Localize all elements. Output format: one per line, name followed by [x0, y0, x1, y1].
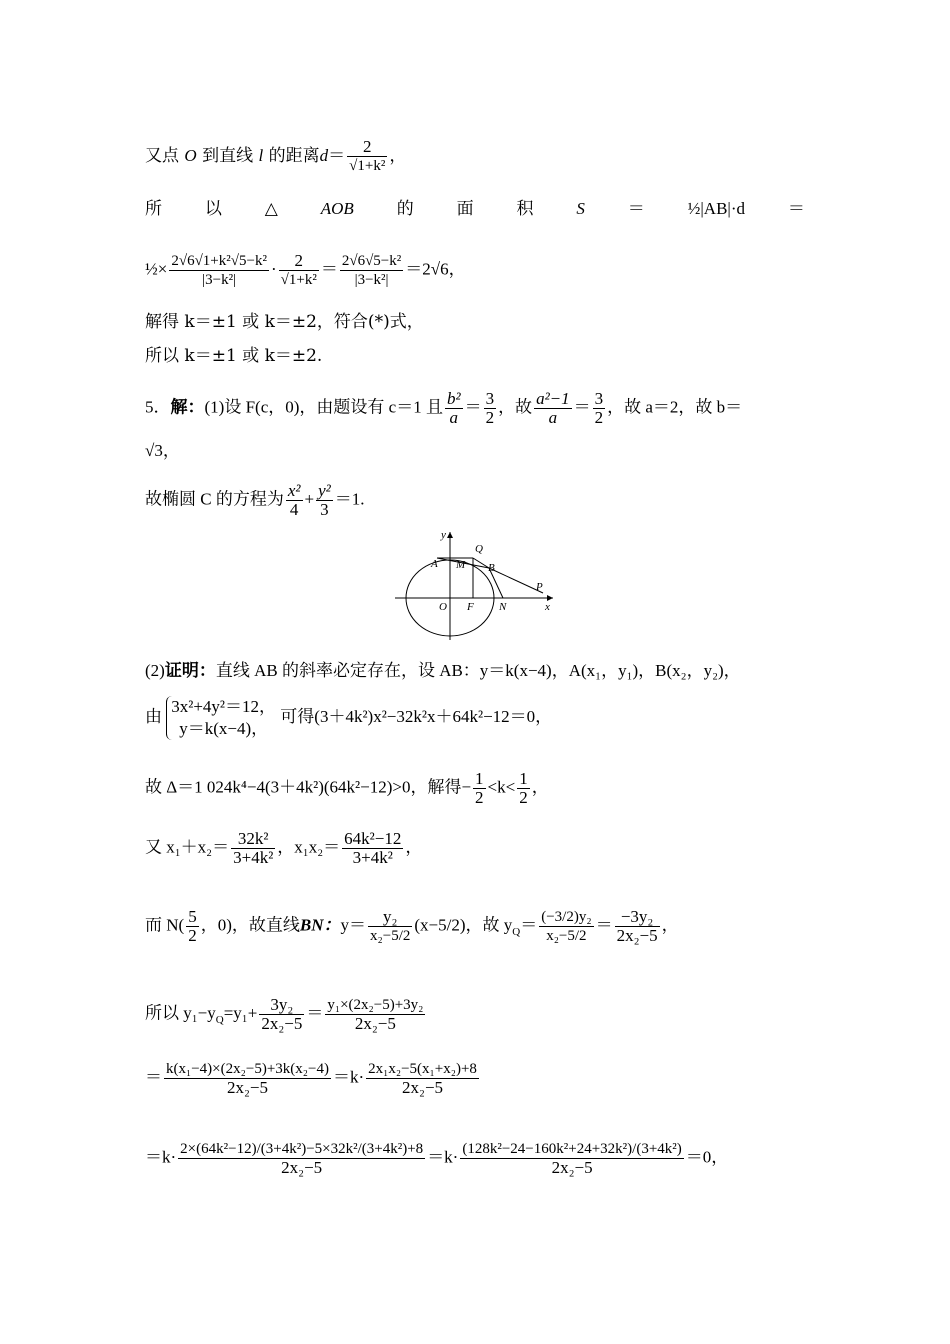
text: 由	[145, 706, 162, 726]
line-vieta	[145, 830, 422, 867]
text: ＝	[595, 915, 613, 935]
numerator: 1	[519, 769, 528, 788]
text: ，x₁x₂＝	[277, 837, 341, 857]
label-P: P	[536, 581, 543, 593]
text: ½×	[145, 259, 168, 279]
text: 的距离	[268, 146, 320, 166]
segment-BP	[489, 568, 543, 593]
denominator: 2	[475, 788, 484, 807]
line-diff-2	[145, 1060, 481, 1097]
text: ＝	[787, 199, 805, 218]
proof-label: 证明：	[164, 661, 216, 680]
fraction	[460, 1140, 683, 1177]
fraction	[534, 390, 572, 427]
label-B: B	[488, 562, 495, 574]
text: 故 Δ＝1 024k⁴−4(3＋4k²)(64k²−12)>0，解得−	[145, 777, 472, 797]
problem-number: 5．	[145, 397, 171, 417]
denominator: 2x₂−5	[551, 1158, 593, 1177]
text: ＝k·	[427, 1147, 459, 1167]
y-arrow	[447, 532, 453, 538]
text: ＝0，	[685, 1147, 729, 1167]
numerator: y₁×(2x₂−5)+3y₂	[327, 997, 424, 1013]
denominator: x₂−5/2	[370, 928, 411, 944]
line-conclusion-k	[145, 345, 322, 367]
text: ＝	[520, 915, 538, 935]
text: (x−5/2)，故 y	[414, 915, 513, 935]
denominator: |3−k²|	[202, 272, 237, 288]
text: 所以 k＝±1 或 k＝±2.	[145, 346, 323, 366]
text: ＝	[573, 397, 591, 417]
label-O: O	[439, 601, 447, 613]
text: ＝	[320, 259, 338, 279]
numerator: 1	[475, 769, 484, 788]
text: ＝	[306, 1003, 324, 1023]
line-part2	[145, 660, 741, 682]
denominator: 2	[188, 926, 197, 945]
numerator: 2√6√1+k²√5−k²	[171, 253, 267, 269]
text: 所	[145, 199, 162, 218]
denominator: 4	[289, 500, 299, 519]
text: <k<	[487, 777, 516, 797]
label-x: x	[545, 601, 550, 613]
line-diff-1	[145, 996, 427, 1033]
line-diff-3	[145, 1140, 728, 1177]
fraction	[286, 482, 303, 519]
text: 故椭圆 C 的方程为	[145, 489, 284, 509]
label-M: M	[456, 559, 466, 571]
text: 又点	[145, 146, 179, 166]
denominator: √1+k²	[280, 272, 317, 288]
text: =y₁+	[223, 1003, 258, 1023]
numerator: 3	[594, 389, 604, 408]
numerator: y²	[318, 481, 331, 500]
solution-label: 解：	[170, 397, 205, 417]
fraction	[186, 908, 199, 945]
fraction	[169, 252, 269, 289]
math-var: AOB	[320, 199, 354, 218]
equation-system	[166, 696, 276, 740]
line-b-value	[145, 440, 180, 462]
line-system	[145, 696, 552, 740]
line-ellipse-eq	[145, 482, 365, 519]
text: 以	[204, 199, 222, 218]
denominator: a	[449, 408, 458, 427]
math-var: O	[184, 146, 197, 165]
text: ＝k·	[145, 1147, 177, 1167]
numerator: 3y₂	[259, 996, 304, 1015]
line-discriminant	[145, 770, 549, 807]
text: 所以 y₁−y	[145, 1003, 216, 1023]
label-F: F	[467, 601, 474, 613]
text: ，0)，故直线	[200, 915, 300, 935]
fraction	[366, 1060, 479, 1097]
fraction	[164, 1060, 331, 1097]
fraction	[484, 390, 497, 427]
label-y: y	[441, 529, 446, 541]
numerator: (128k²−24−160k²+24+32k²)/(3+4k²)	[462, 1141, 682, 1157]
text: 可得(3＋4k²)x²−32k²x＋64k²−12＝0，	[280, 706, 553, 726]
numerator: b²	[446, 389, 461, 408]
text: 解得 k＝±1 或 k＝±2，符合(*)式，	[145, 312, 424, 332]
fraction	[316, 482, 333, 519]
denominator: 3	[320, 500, 329, 519]
text: 到直线	[202, 146, 254, 166]
text: y＝	[340, 915, 366, 935]
text: +	[304, 489, 315, 509]
numerator: (−3/2)y₂	[541, 909, 592, 925]
denominator: a	[548, 408, 558, 427]
fraction	[539, 908, 593, 945]
text: 积	[516, 199, 534, 218]
line-distance	[145, 138, 406, 175]
denominator: 2x₂−5	[261, 1014, 303, 1033]
denominator: 2x₂−5	[402, 1078, 444, 1097]
text: 直线 AB 的斜率必定存在，设 AB：y＝k(x−4)，A(x₁，y₁)，B(x₂，y₂)，	[215, 661, 741, 680]
text: ＝1.	[334, 489, 365, 509]
fraction	[279, 252, 319, 289]
text: ，	[661, 915, 679, 935]
numerator: 2x₁x₂−5(x₁+x₂)+8	[368, 1061, 477, 1077]
text: ＝	[627, 199, 645, 218]
math-var: l	[258, 146, 264, 165]
text: ，	[531, 777, 549, 797]
line-BN: 而 N( $\frac{5}{2}$ ，0)，故直线BN：y＝ $\frac{\text{y₂}}{\text{x₂−5/2}}$ (x−5/2)，故 $y_Q=$ $\frac{\text{(−3/2)y₂}}{\text{x₂−5/2}}$ ＝ $\frac{\text{−3y₂}}{\text{2x₂−5}}$ ，	[145, 907, 679, 945]
text: ＝k·	[332, 1067, 365, 1087]
numerator: k(x₁−4)×(2x₂−5)+3k(x₂−4)	[166, 1061, 329, 1077]
fraction	[615, 908, 660, 945]
text: ＝	[464, 397, 482, 417]
subscript: Q	[215, 1013, 224, 1026]
denominator: x₂−5/2	[546, 928, 587, 944]
numerator: 64k²−12	[344, 829, 402, 848]
text: ，故	[498, 397, 533, 417]
text: (2)	[145, 661, 165, 680]
line-solve-k	[145, 311, 424, 333]
text: ＝2√6，	[405, 259, 466, 279]
numerator: −3y₂	[615, 908, 660, 927]
text: (1)设 F(c，0)，由题设有 c＝1 且	[204, 397, 443, 417]
text: 而 N	[145, 915, 179, 935]
text: △	[264, 199, 278, 218]
fraction	[178, 1140, 425, 1177]
text: ＝	[328, 146, 346, 166]
denominator: |3−k²|	[354, 272, 389, 288]
text: 又 x₁＋x₂＝	[145, 837, 230, 857]
numerator: 2√6√5−k²	[341, 253, 402, 269]
denominator: 2	[485, 408, 495, 427]
denominator: 3+4k²	[352, 848, 393, 867]
denominator: √1+k²	[349, 158, 386, 174]
text: ，	[389, 146, 407, 166]
numerator: a²−1	[536, 389, 570, 408]
fraction	[473, 770, 486, 807]
fraction	[593, 390, 606, 427]
fraction	[368, 908, 412, 945]
fraction	[231, 830, 275, 867]
text: ，故 a＝2，故 b＝	[607, 397, 743, 417]
ellipse-figure	[395, 528, 560, 643]
fraction	[259, 996, 304, 1033]
math-var: d	[319, 146, 329, 165]
label-Q: Q	[475, 543, 483, 555]
subscript: Q	[512, 925, 521, 938]
numerator: 2×(64k²−12)/(3+4k²)−5×32k²/(3+4k²)+8	[180, 1141, 424, 1157]
numerator: x²	[287, 481, 301, 500]
line-area-calc	[145, 252, 466, 289]
denominator: 3+4k²	[233, 848, 274, 867]
text: BN：	[299, 915, 341, 935]
numerator: 32k²	[231, 830, 275, 849]
fraction	[445, 390, 463, 427]
text: ·	[270, 259, 277, 279]
label-A: A	[431, 558, 438, 570]
text: 面	[456, 199, 474, 218]
denominator: 2x₂−5	[616, 926, 658, 945]
equation: y＝k(x−4)，	[179, 719, 269, 738]
text: 的	[396, 199, 414, 218]
denominator: 2	[519, 788, 528, 807]
text: ＝	[145, 1067, 162, 1087]
equation: 3x²+4y²＝12，	[171, 697, 277, 716]
fraction	[347, 138, 387, 175]
denominator: 2	[594, 408, 604, 427]
label-N: N	[499, 601, 507, 613]
numerator: 3	[485, 389, 495, 408]
numerator: 2	[279, 252, 319, 271]
denominator: 2x₂−5	[226, 1078, 268, 1097]
math-var: S	[576, 199, 585, 218]
numerator: y₂	[368, 908, 412, 927]
fraction	[340, 252, 403, 289]
denominator: 2x₂−5	[354, 1014, 396, 1033]
line-area	[145, 198, 805, 220]
text: ，	[405, 837, 423, 857]
math-expr: ½|AB|·d	[687, 199, 745, 218]
text: √3，	[145, 441, 180, 460]
numerator: 5	[188, 907, 197, 926]
denominator: 2x₂−5	[281, 1158, 323, 1177]
fraction	[517, 770, 530, 807]
fraction	[342, 830, 403, 867]
line-problem5	[145, 390, 742, 427]
numerator: 2	[347, 138, 387, 157]
fraction	[325, 996, 425, 1033]
